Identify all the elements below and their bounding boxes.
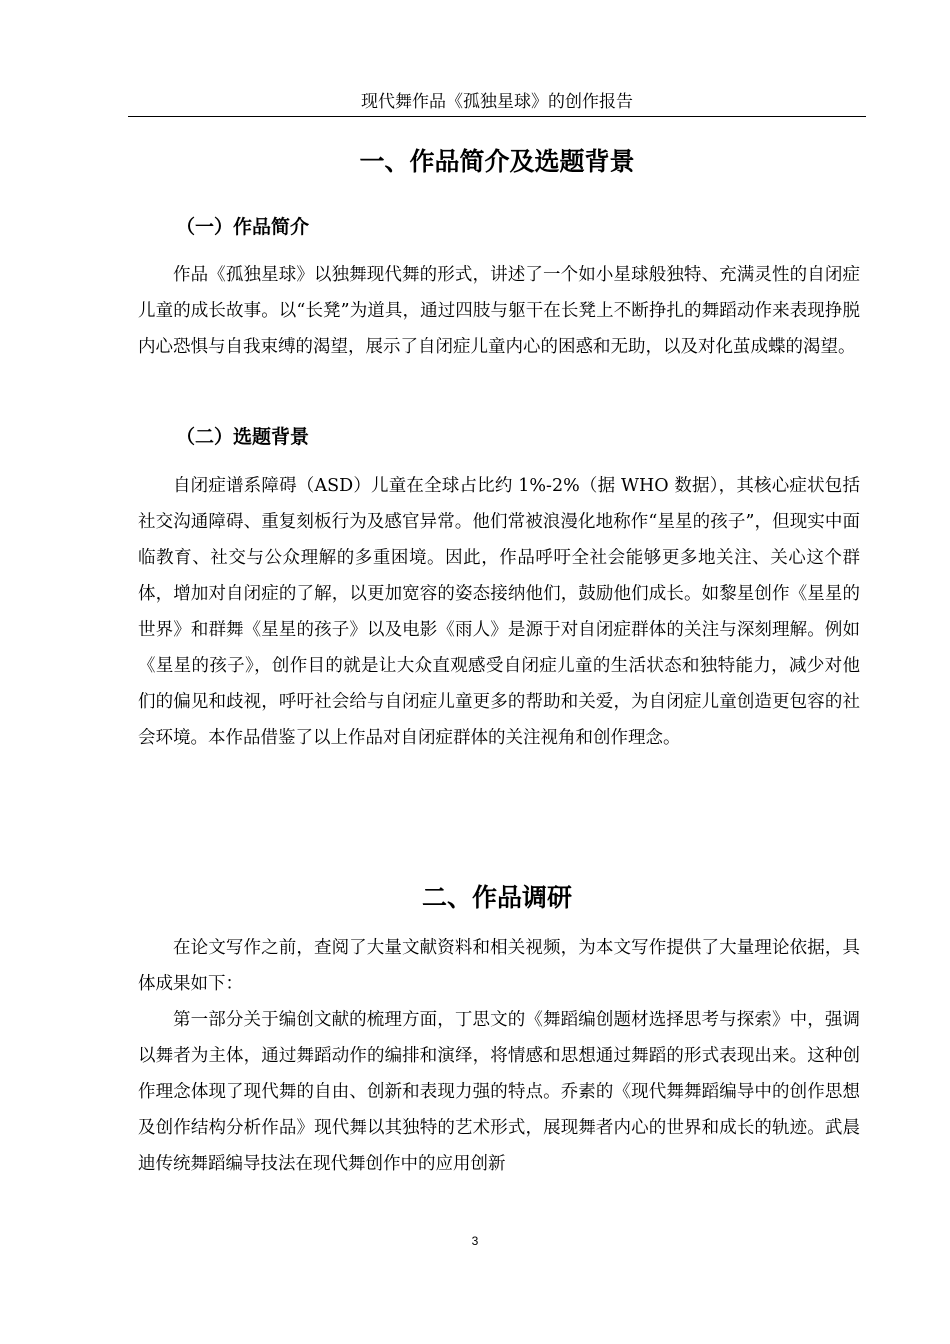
running-header: 现代舞作品《孤独星球》的创作报告 (128, 88, 866, 117)
section-2-title: 二、作品调研 (421, 883, 572, 912)
section-1-title: 一、作品简介及选题背景 (359, 147, 635, 176)
research-intro-paragraph: 在论文写作之前，查阅了大量文献资料和相关视频，为本文写作提供了大量理论依据，具体成果如下： (138, 938, 860, 994)
background-paragraph: 自闭症谱系障碍（ASD）儿童在全球占比约 1%-2%（据 WHO 数据），其核心症状包括社交沟通障碍、重复刻板行为及感官异常。他们常被浪漫化地称作“星星的孩子”，但现实中面临教育、社交与公众理解的多重困境。因此，作品呼吁全社会能够更多地关注、关心这个群体，增加对自闭症的了解，以更加宽容的姿态接纳他们，鼓励他们成长。如黎星创作《星星的世界》和群舞《星星的孩子》以及电影《雨人》是源于对自闭症群体的关注与深刻理解。例如《星星的孩子》，创作目的就是让大众直观感受自闭症儿童的生活状态和独特能力，减少对他们的偏见和歧视，呼吁社会给与自闭症儿童更多的帮助和关爱，为自闭症儿童创造更包容的社会环境。本作品借鉴了以上作品对自闭症群体的关注视角和创作理念。 (138, 476, 860, 748)
research-paragraph: 第一部分关于编创文献的梳理方面，丁思文的《舞蹈编创题材选择思考与探索》中，强调以舞者为主体，通过舞蹈动作的编排和演绎，将情感和思想通过舞蹈的形式表现出来。这种创作理念体现了现代舞的自由、创新和表现力强的特点。乔素的《现代舞舞蹈编导中的创作思想及创作结构分析作品》现代舞以其独特的艺术形式，展现舞者内心的世界和成长的轨迹。武晨迪传统舞蹈编导技法在现代舞创作中的应用创新 (138, 1010, 860, 1174)
intro-paragraph: 作品《孤独星球》以独舞现代舞的形式，讲述了一个如小星球般独特、充满灵性的自闭症儿童的成长故事。以“长凳”为道具，通过四肢与躯干在长凳上不断挣扎的舞蹈动作来表现挣脱内心恐惧与自我束缚的渴望，展示了自闭症儿童内心的困惑和无助，以及对化茧成蝶的渴望。 (138, 265, 860, 357)
subsection-1-title: （一）作品简介 (176, 216, 310, 238)
subsection-2-title: （二）选题背景 (176, 426, 310, 448)
page-number: 3 (471, 1234, 479, 1248)
